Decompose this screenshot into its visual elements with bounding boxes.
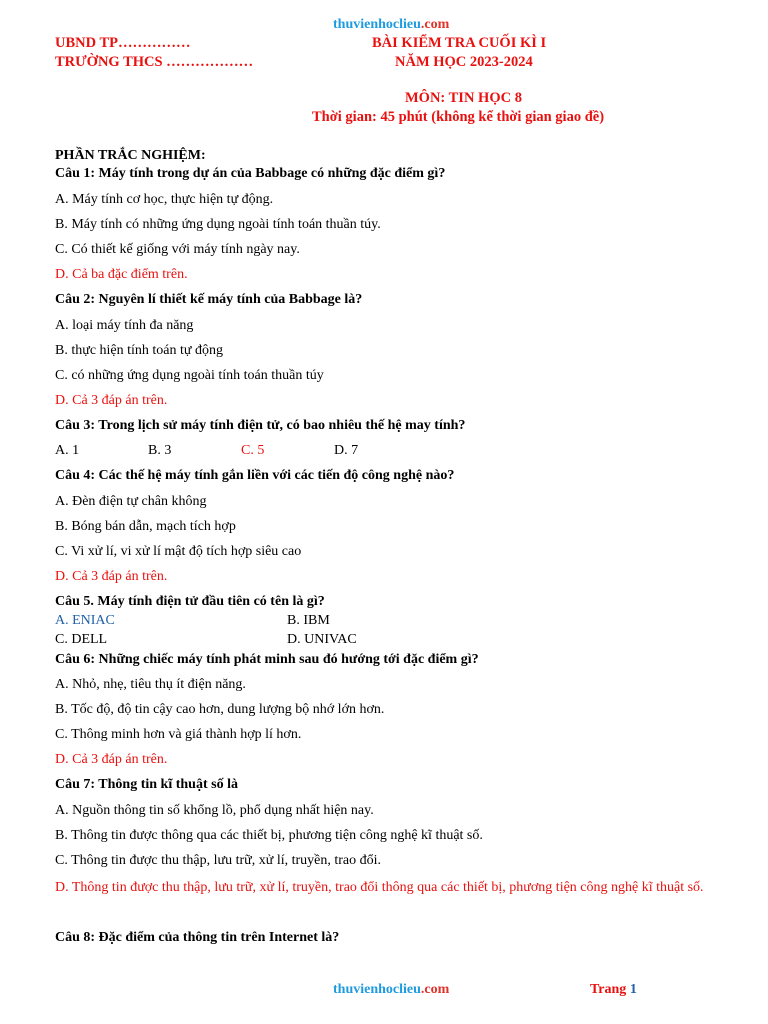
question-2: Câu 2: Nguyên lí thiết kế máy tính của Babbage là? <box>55 292 363 307</box>
q3-option-b: B. 3 <box>148 443 172 458</box>
question-4: Câu 4: Các thế hệ máy tính gắn liền với các tiến độ công nghệ nào? <box>55 468 455 483</box>
q4-option-c: C. Vi xử lí, vi xử lí mật độ tích hợp siêu cao <box>55 544 302 559</box>
question-7: Câu 7: Thông tin kĩ thuật số là <box>55 777 238 792</box>
page-number-value: 1 <box>629 982 637 997</box>
q2-option-a: A. loại máy tính đa năng <box>55 318 194 333</box>
q4-option-a: A. Đèn điện tự chân không <box>55 494 207 509</box>
q3-option-c-correct: C. 5 <box>241 443 265 458</box>
footer-site-domain: .com <box>420 982 450 997</box>
q5-option-b: B. IBM <box>287 613 330 628</box>
q6-option-c: C. Thông minh hơn và giá thành hợp lí hơn. <box>55 727 302 742</box>
q1-option-a: A. Máy tính cơ học, thực hiện tự động. <box>55 192 274 207</box>
q6-option-d-correct: D. Cả 3 đáp án trên. <box>55 752 168 767</box>
question-5: Câu 5. Máy tính điện tử đầu tiên có tên là gì? <box>55 594 325 609</box>
header-left-line1: UBND TP…………… <box>55 35 191 51</box>
q7-option-c: C. Thông tin được thu thập, lưu trữ, xử lí, truyền, trao đổi. <box>55 853 382 868</box>
page-label: Trang <box>590 982 627 997</box>
q1-option-d-correct: D. Cả ba đặc điểm trên. <box>55 267 188 282</box>
q5-option-a-correct: A. ENIAC <box>55 613 115 628</box>
header-left-line2: TRƯỜNG THCS ……………… <box>55 54 254 70</box>
q7-option-d-correct: D. Thông tin được thu thập, lưu trữ, xử lí, truyền, trao đổi thông qua các thiết bị, phương tiện công nghệ kĩ thuật số. <box>55 880 704 895</box>
q7-option-b: B. Thông tin được thông qua các thiết bị, phương tiện công nghệ kĩ thuật số. <box>55 828 483 843</box>
site-domain: .com <box>420 17 450 32</box>
q2-option-b: B. thực hiện tính toán tự động <box>55 343 223 358</box>
site-logo-bottom <box>333 982 449 998</box>
q6-option-b: B. Tốc độ, độ tin cậy cao hơn, dung lượng bộ nhớ lớn hơn. <box>55 702 385 717</box>
exam-time: Thời gian: 45 phút (không kể thời gian giao đề) <box>312 109 605 125</box>
q1-option-b: B. Máy tính có những ứng dụng ngoài tính toán thuần túy. <box>55 217 381 232</box>
question-6: Câu 6: Những chiếc máy tính phát minh sau đó hướng tới đặc điểm gì? <box>55 652 479 667</box>
school-year: NĂM HỌC 2023-2024 <box>395 54 533 70</box>
q2-option-c: C. có những ứng dụng ngoài tính toán thuần túy <box>55 368 324 383</box>
q4-option-b: B. Bóng bán dẫn, mạch tích hợp <box>55 519 236 534</box>
question-8: Câu 8: Đặc điểm của thông tin trên Internet là? <box>55 930 340 945</box>
q3-option-d: D. 7 <box>334 443 359 458</box>
footer-site-name: thuvienhoclieu <box>333 982 421 997</box>
q1-option-c: C. Có thiết kế giống với máy tính ngày nay. <box>55 242 300 257</box>
q6-option-a: A. Nhỏ, nhẹ, tiêu thụ ít điện năng. <box>55 677 246 692</box>
site-logo-top <box>333 17 449 33</box>
q4-option-d-correct: D. Cả 3 đáp án trên. <box>55 569 168 584</box>
q5-option-d: D. UNIVAC <box>287 632 357 647</box>
q2-option-d-correct: D. Cả 3 đáp án trên. <box>55 393 168 408</box>
exam-title: BÀI KIỂM TRA CUỐI KÌ I <box>372 35 547 51</box>
page-number <box>590 982 637 998</box>
site-name: thuvienhoclieu <box>333 17 421 32</box>
q3-option-a: A. 1 <box>55 443 80 458</box>
subject-title: MÔN: TIN HỌC 8 <box>405 90 522 106</box>
question-3: Câu 3: Trong lịch sử máy tính điện tử, có bao nhiêu thế hệ may tính? <box>55 418 466 433</box>
q5-option-c: C. DELL <box>55 632 108 647</box>
q7-option-a: A. Nguồn thông tin số khổng lồ, phổ dụng nhất hiện nay. <box>55 803 374 818</box>
section-title: PHẦN TRẮC NGHIỆM: <box>55 148 206 163</box>
question-1: Câu 1: Máy tính trong dự án của Babbage có những đặc điểm gì? <box>55 166 446 181</box>
